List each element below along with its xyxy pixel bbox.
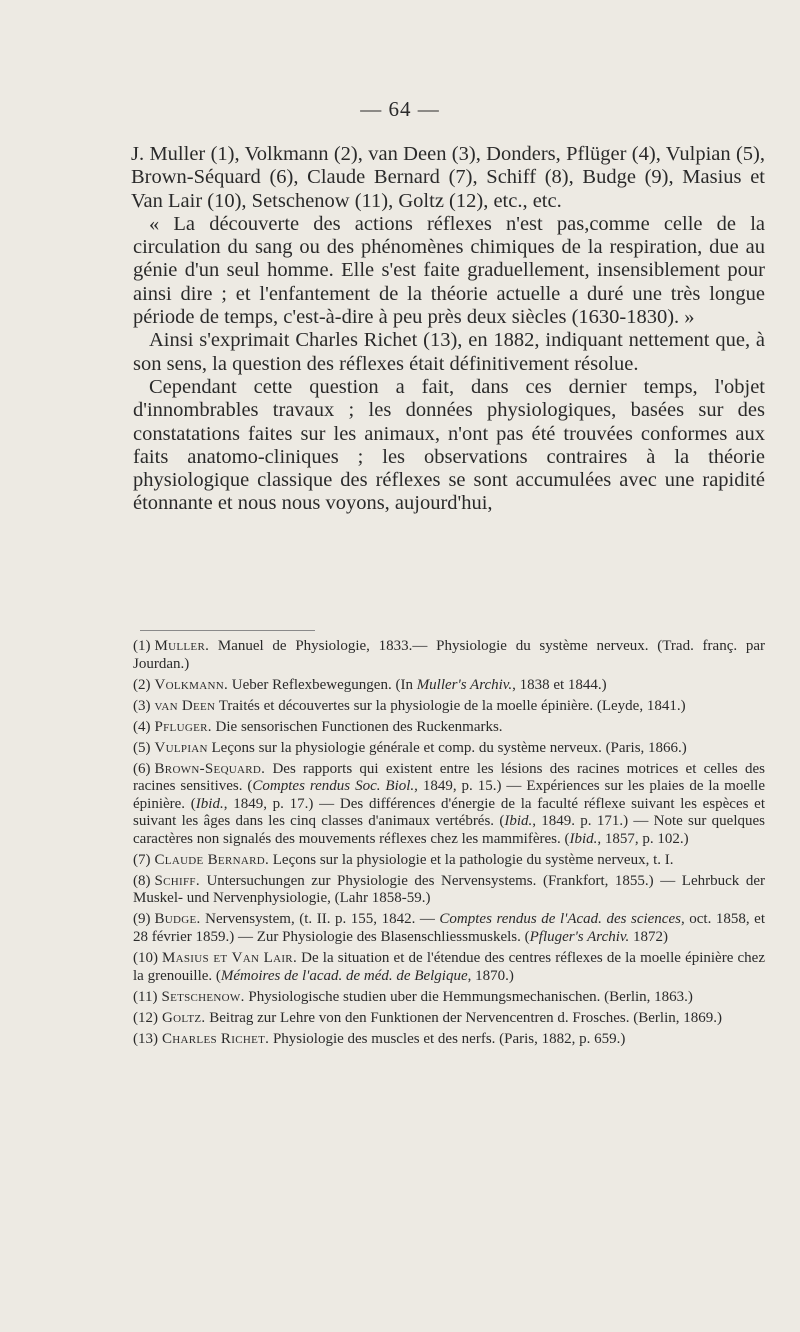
footnote-number: (1) [133,638,151,654]
footnote-text: 1872) [629,929,668,946]
footnote-1 [133,638,765,673]
paragraph-2: « La découverte des actions réflexes n'est pas,comme celle de la circulation du sang ou des phénomènes chimiques de la respiration, due au génie d'un seul homme. Elle s'est faite graduellement, insensiblement pour ainsi dire ; et l'enfantement de la théorie actuelle a duré une très longue période de temps, c'est-à-dire à peu près deux siècles (1630-1830). » [133,212,765,329]
footnote-text: Traités et découvertes sur la physiologie de la moelle épinière. (Leyde, 1841.) [215,697,686,714]
footnote-italic: Pfluger's Archiv. [529,929,630,946]
footnote-author: Goltz. [162,1009,206,1026]
footnote-author: Pfluger. [154,718,212,735]
footnote-text: , oct. 1858, et 28 février 1859.) — Zur Physiologie des Blasenschliessmuskels. ( [133,911,765,946]
footnote-italic: Muller's Archiv. [416,676,513,693]
footnote-number: (13) [133,1030,158,1047]
footnote-author: Masius et Van Lair. [162,950,297,967]
footnote-author: Muller. [154,638,210,654]
footnote-13 [133,1031,765,1049]
footnote-author: Vulpian [154,739,208,756]
footnote-number: (7) [133,851,151,868]
footnote-text: Leçons sur la physiologie générale et comp. du système nerveux. (Paris, 1866.) [207,739,687,756]
footnote-2 [133,677,765,695]
footnote-italic: Ibid. [569,830,598,847]
paragraph-1: J. Muller (1), Volkmann (2), van Deen (3), Donders, Pflüger (4), Vulpian (5), Brown-Séquard (6), Claude Bernard (7), Schiff (8), Budge (9), Masius et Van Lair (10), Setschenow (11), Goltz (12), etc., etc. [131,143,765,212]
footnote-number: (2) [133,676,151,693]
footnote-author: Setschenow. [161,988,245,1005]
footnote-text: Ueber Reflexbewegungen. (In [228,676,417,693]
footnote-author: Volkmann. [154,676,229,693]
footnote-number: (12) [133,1009,158,1026]
footnote-author: Schiff. [154,872,200,889]
footnote-author: Budge. [154,911,201,928]
footnote-5 [133,740,765,758]
main-text [133,143,765,516]
footnote-4 [133,719,765,737]
footnote-number: (3) [133,697,151,714]
footnote-divider [140,630,315,631]
footnote-text: Des rapports qui existent entre les lésions des racines motrices et celles des racines sensitives. ( [133,760,765,795]
footnote-author: Charles Richet. [162,1030,270,1047]
footnote-text: , 1838 et 1844.) [512,676,607,693]
footnote-italic: Ibid. [504,813,533,830]
footnote-number: (5) [133,739,151,756]
footnote-9 [133,911,765,946]
footnote-number: (6) [133,760,151,777]
footnote-3 [133,698,765,716]
footnote-number: (4) [133,718,151,735]
footnote-italic: Comptes rendus Soc. Biol. [252,778,415,795]
paragraph-3: Ainsi s'exprimait Charles Richet (13), en 1882, indiquant nettement que, à son sens, la question des réflexes était définitivement résolue. [133,329,765,375]
footnote-number: (9) [133,911,151,928]
footnote-text: Physiologie des muscles et des nerfs. (Paris, 1882, p. 659.) [269,1030,626,1047]
footnote-text: , 1849, p. 15.) — Expériences sur les plaies de la moelle épinière. ( [133,778,765,812]
footnote-text: , 1870.) [467,967,514,984]
footnote-italic: Ibid. [195,795,224,812]
footnote-text: Untersuchungen zur Physiologie des Nervensystems. (Frankfort, 1855.) — Lehrbuck der Muskel- und Nervenphysiologie, (Lahr 1858-59.) [133,872,765,907]
footnote-10 [133,950,765,985]
footnote-text: Manuel de Physiologie, 1833.— Physiologie du système nerveux. (Trad. franç. par Jourdan.) [133,638,765,672]
footnote-italic: Comptes rendus de l'Acad. des sciences [439,911,681,928]
footnote-text: Beitrag zur Lehre von den Funktionen der Nervencentren d. Frosches. (Berlin, 1869.) [205,1009,722,1026]
footnote-text: Nervensystem, (t. II. p. 155, 1842. — [200,911,440,928]
footnote-italic: Mémoires de l'acad. de méd. de Belgique [220,967,468,984]
footnote-text: , 1849, p. 17.) — Des différences d'énergie de la faculté réflexe suivant les espèces et suivant les âges dans les cinq classes d'animaux vertébrés. ( [133,795,766,830]
footnote-6 [133,761,765,849]
footnote-text: , 1857, p. 102.) [597,830,689,847]
footnote-12 [133,1010,765,1028]
footnote-text: Leçons sur la physiologie et la pathologie du système nerveux, t. I. [269,851,674,868]
footnote-author: Brown-Sequard. [154,760,266,777]
footnote-7 [133,852,765,870]
footnotes [133,638,765,1052]
footnote-number: (10) [133,950,158,967]
footnote-text: , 1849. p. 171.) — Note sur quelques caractères non signalés des mouvements réflexes chez les mammifères. ( [133,813,765,847]
footnote-8 [133,873,765,908]
footnote-text: De la situation et de l'étendue des centres réflexes de la moelle épinière chez la grenouille. ( [133,950,765,984]
page-number: — 64 — [360,97,440,121]
footnote-number: (11) [133,988,158,1005]
footnote-number: (8) [133,872,151,889]
footnote-text: Physiologische studien uber die Hemmungsmechanischen. (Berlin, 1863.) [244,988,693,1005]
footnote-author: van Deen [154,697,216,714]
paragraph-4: Cependant cette question a fait, dans ces dernier temps, l'objet d'innombrables travaux ; les données physiologiques, basées sur des constatations faites sur les animaux, n'ont pas été trouvées conformes aux faits anatomo-cliniques ; les observations contraires à la théorie physiologique classique des réflexes se sont accumulées avec une rapidité étonnante et nous nous voyons, aujourd'hui, [133,375,765,515]
footnote-author: Claude Bernard. [154,851,270,868]
footnote-11 [133,989,765,1007]
footnote-text: Die sensorischen Functionen des Ruckenmarks. [211,718,503,735]
